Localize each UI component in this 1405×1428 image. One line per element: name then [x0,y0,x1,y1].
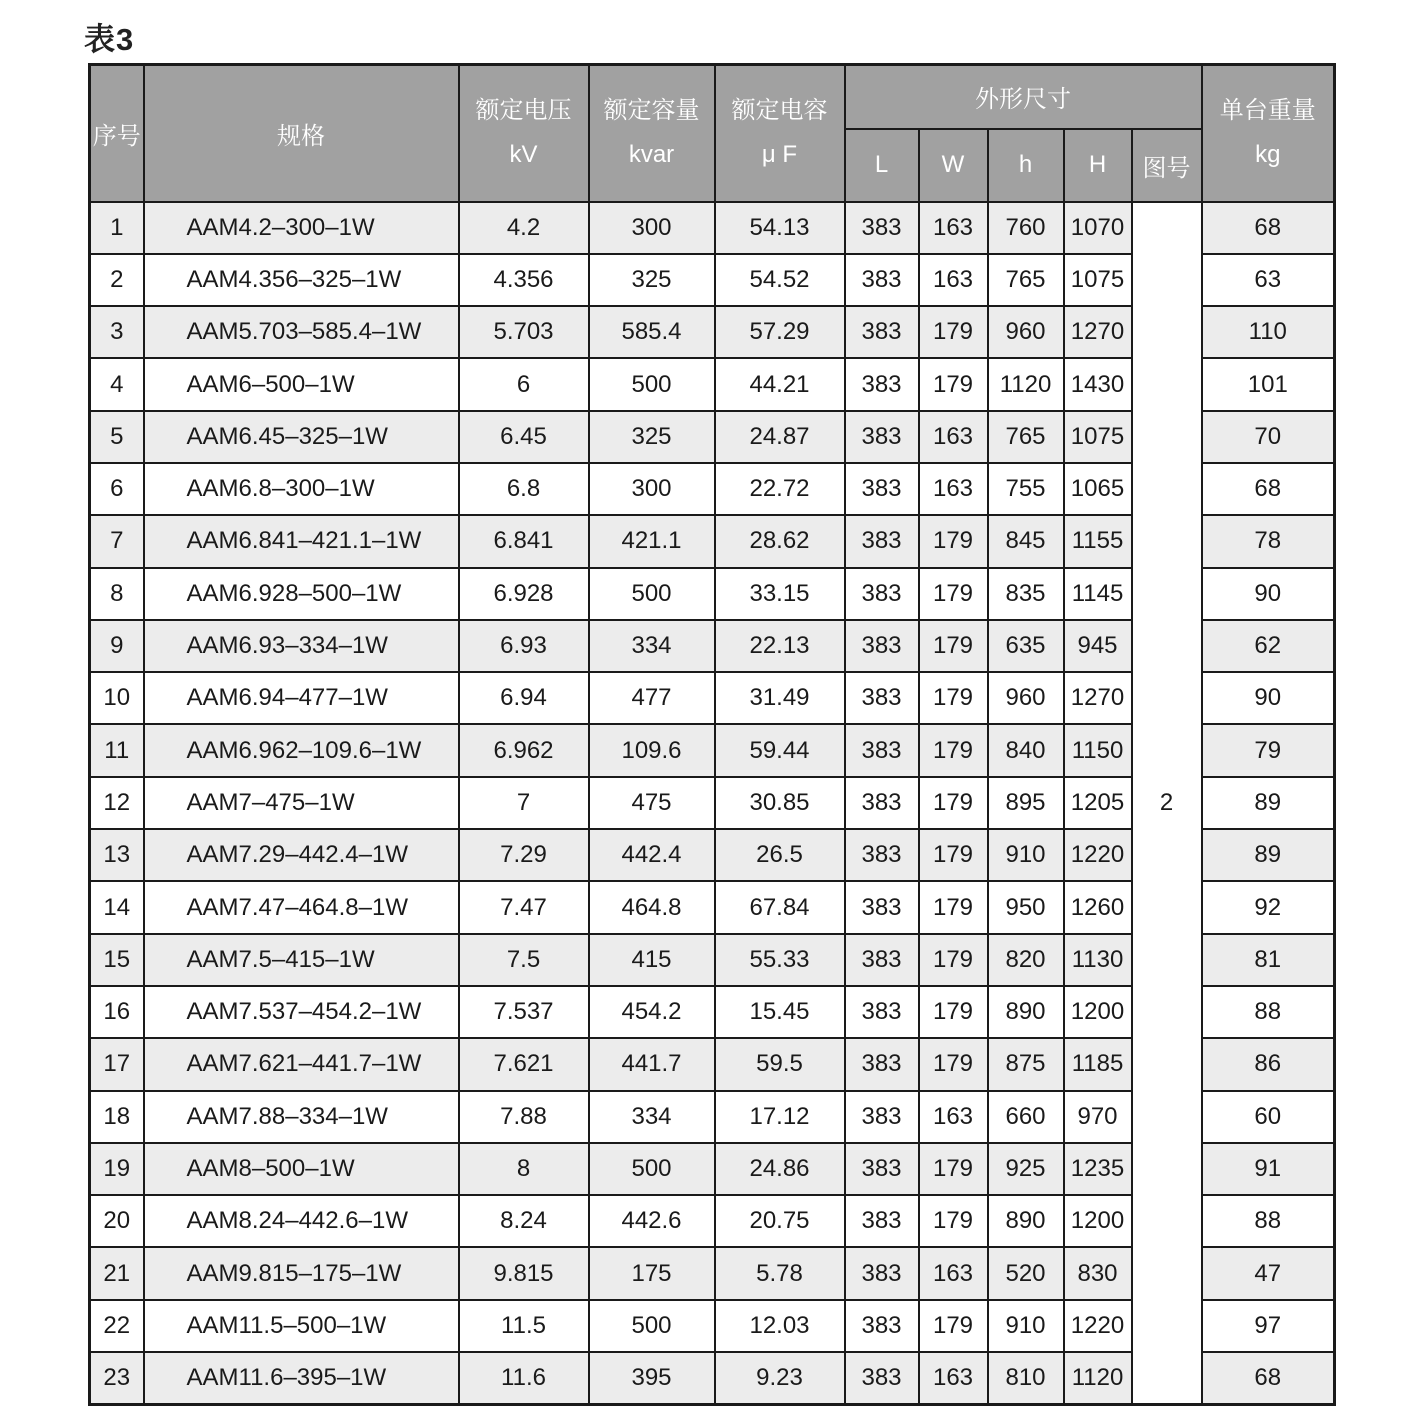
cell-capacity: 500 [589,358,715,410]
cell-seq: 7 [90,515,144,567]
cell-dim-h-small: 875 [988,1038,1064,1090]
cell-voltage: 4.356 [459,254,589,306]
cell-dim-h-big: 1200 [1064,986,1132,1038]
cell-dim-h-big: 1150 [1064,724,1132,776]
cell-dim-w: 179 [919,568,988,620]
cell-weight: 101 [1202,358,1335,410]
cell-capacitance: 24.87 [715,411,845,463]
cell-spec: AAM6.94–477–1W [144,672,459,724]
cell-seq: 16 [90,986,144,1038]
cell-dim-h-small: 895 [988,777,1064,829]
cell-dim-l: 383 [845,829,919,881]
cell-seq: 22 [90,1300,144,1352]
cell-weight: 81 [1202,934,1335,986]
cell-dim-w: 163 [919,202,988,254]
cell-dim-h-small: 635 [988,620,1064,672]
cell-dim-h-small: 950 [988,881,1064,933]
cell-dim-h-small: 810 [988,1352,1064,1404]
cell-seq: 4 [90,358,144,410]
cell-dim-l: 383 [845,934,919,986]
cell-capacitance: 9.23 [715,1352,845,1404]
cell-capacitance: 17.12 [715,1091,845,1143]
cell-capacity: 334 [589,620,715,672]
cell-weight: 110 [1202,306,1335,358]
cell-dim-w: 163 [919,463,988,515]
cell-seq: 17 [90,1038,144,1090]
cell-capacity: 500 [589,568,715,620]
cell-voltage: 6.962 [459,724,589,776]
cell-voltage: 7.5 [459,934,589,986]
cell-capacity: 175 [589,1247,715,1299]
cell-weight: 70 [1202,411,1335,463]
cell-voltage: 6.45 [459,411,589,463]
cell-spec: AAM7.47–464.8–1W [144,881,459,933]
cell-spec: AAM8–500–1W [144,1143,459,1195]
cell-weight: 63 [1202,254,1335,306]
cell-weight: 91 [1202,1143,1335,1195]
cell-seq: 2 [90,254,144,306]
cell-capacitance: 28.62 [715,515,845,567]
cell-voltage: 6.928 [459,568,589,620]
cell-dim-h-big: 1205 [1064,777,1132,829]
cell-dim-w: 179 [919,620,988,672]
cell-dim-w: 179 [919,829,988,881]
cell-dim-h-small: 840 [988,724,1064,776]
cell-spec: AAM7–475–1W [144,777,459,829]
cell-capacity: 464.8 [589,881,715,933]
header-capacity [589,65,715,202]
cell-capacitance: 44.21 [715,358,845,410]
cell-dim-w: 163 [919,254,988,306]
cell-dim-h-big: 945 [1064,620,1132,672]
cell-capacitance: 59.44 [715,724,845,776]
cell-voltage: 7.47 [459,881,589,933]
cell-capacitance: 24.86 [715,1143,845,1195]
cell-dim-h-small: 960 [988,306,1064,358]
cell-capacity: 325 [589,411,715,463]
cell-voltage: 6.94 [459,672,589,724]
cell-capacitance: 30.85 [715,777,845,829]
cell-dim-h-big: 970 [1064,1091,1132,1143]
cell-capacitance: 12.03 [715,1300,845,1352]
cell-capacity: 109.6 [589,724,715,776]
cell-spec: AAM7.537–454.2–1W [144,986,459,1038]
cell-capacity: 441.7 [589,1038,715,1090]
cell-dim-h-big: 1200 [1064,1195,1132,1247]
cell-voltage: 6.8 [459,463,589,515]
cell-capacity: 300 [589,202,715,254]
cell-seq: 6 [90,463,144,515]
cell-voltage: 11.5 [459,1300,589,1352]
cell-spec: AAM7.29–442.4–1W [144,829,459,881]
cell-spec: AAM7.88–334–1W [144,1091,459,1143]
cell-dim-h-big: 1155 [1064,515,1132,567]
cell-spec: AAM11.6–395–1W [144,1352,459,1404]
cell-dim-w: 179 [919,672,988,724]
cell-spec: AAM11.5–500–1W [144,1300,459,1352]
cell-dim-h-big: 1220 [1064,1300,1132,1352]
cell-capacitance: 57.29 [715,306,845,358]
cell-figure-number: 2 [1132,202,1202,1405]
cell-dim-w: 163 [919,1247,988,1299]
cell-spec: AAM6.841–421.1–1W [144,515,459,567]
cell-capacity: 395 [589,1352,715,1404]
cell-dim-l: 383 [845,1300,919,1352]
cell-dim-l: 383 [845,881,919,933]
cell-capacitance: 31.49 [715,672,845,724]
cell-seq: 15 [90,934,144,986]
cell-voltage: 7.621 [459,1038,589,1090]
cell-dim-w: 179 [919,1143,988,1195]
cell-capacitance: 55.33 [715,934,845,986]
cell-capacity: 475 [589,777,715,829]
cell-seq: 23 [90,1352,144,1404]
cell-weight: 86 [1202,1038,1335,1090]
cell-seq: 12 [90,777,144,829]
cell-weight: 89 [1202,829,1335,881]
header-weight-unit: kg [1255,141,1281,169]
cell-dim-h-big: 830 [1064,1247,1132,1299]
cell-capacitance: 22.13 [715,620,845,672]
cell-dim-l: 383 [845,620,919,672]
cell-spec: AAM6.962–109.6–1W [144,724,459,776]
cell-dim-l: 383 [845,254,919,306]
cell-dim-h-big: 1185 [1064,1038,1132,1090]
cell-seq: 13 [90,829,144,881]
cell-capacitance: 26.5 [715,829,845,881]
cell-seq: 1 [90,202,144,254]
cell-capacitance: 22.72 [715,463,845,515]
cell-dim-h-big: 1120 [1064,1352,1132,1404]
cell-dim-h-big: 1075 [1064,411,1132,463]
header-row-top [90,65,1335,129]
cell-dim-h-small: 1120 [988,358,1064,410]
cell-dim-h-big: 1220 [1064,829,1132,881]
cell-seq: 3 [90,306,144,358]
cell-dim-l: 383 [845,672,919,724]
cell-seq: 14 [90,881,144,933]
cell-seq: 21 [90,1247,144,1299]
cell-dim-w: 163 [919,1352,988,1404]
cell-weight: 68 [1202,463,1335,515]
cell-dim-h-small: 820 [988,934,1064,986]
cell-dim-l: 383 [845,1247,919,1299]
cell-weight: 78 [1202,515,1335,567]
cell-capacity: 477 [589,672,715,724]
header-dim-l: L [845,129,919,202]
header-dim-h-big: H [1064,129,1132,202]
cell-dim-h-small: 755 [988,463,1064,515]
cell-dim-h-big: 1075 [1064,254,1132,306]
cell-dim-l: 383 [845,411,919,463]
cell-seq: 5 [90,411,144,463]
cell-seq: 10 [90,672,144,724]
cell-spec: AAM7.5–415–1W [144,934,459,986]
cell-seq: 9 [90,620,144,672]
cell-dim-h-small: 890 [988,1195,1064,1247]
cell-dim-w: 179 [919,306,988,358]
header-spec: 规格 [144,65,459,202]
cell-weight: 97 [1202,1300,1335,1352]
header-figure: 图号 [1132,129,1202,202]
cell-capacitance: 33.15 [715,568,845,620]
cell-dim-l: 383 [845,202,919,254]
cell-dim-h-small: 910 [988,829,1064,881]
header-capacitance-label: 额定电容 [731,97,828,125]
table-row [90,202,1335,254]
cell-voltage: 7 [459,777,589,829]
cell-weight: 90 [1202,672,1335,724]
cell-dim-l: 383 [845,306,919,358]
cell-spec: AAM4.2–300–1W [144,202,459,254]
cell-dim-w: 163 [919,411,988,463]
cell-weight: 89 [1202,777,1335,829]
cell-dim-w: 179 [919,1300,988,1352]
cell-weight: 62 [1202,620,1335,672]
header-capacitance [715,65,845,202]
header-dimensions-group: 外形尺寸 [845,65,1202,129]
cell-dim-h-big: 1145 [1064,568,1132,620]
cell-spec: AAM9.815–175–1W [144,1247,459,1299]
cell-weight: 88 [1202,1195,1335,1247]
cell-voltage: 9.815 [459,1247,589,1299]
cell-capacity: 454.2 [589,986,715,1038]
cell-dim-w: 179 [919,515,988,567]
header-dim-h-small: h [988,129,1064,202]
header-capacity-unit: kvar [628,141,675,169]
cell-dim-h-big: 1065 [1064,463,1132,515]
cell-capacity: 500 [589,1300,715,1352]
cell-dim-h-small: 910 [988,1300,1064,1352]
cell-voltage: 8 [459,1143,589,1195]
cell-weight: 90 [1202,568,1335,620]
cell-voltage: 4.2 [459,202,589,254]
cell-capacity: 421.1 [589,515,715,567]
cell-dim-h-small: 835 [988,568,1064,620]
cell-weight: 88 [1202,986,1335,1038]
cell-weight: 68 [1202,202,1335,254]
cell-dim-h-big: 1430 [1064,358,1132,410]
cell-dim-h-big: 1270 [1064,306,1132,358]
page-title: 表3 [84,22,135,57]
cell-dim-w: 179 [919,1038,988,1090]
cell-capacity: 334 [589,1091,715,1143]
cell-dim-l: 383 [845,358,919,410]
cell-spec: AAM7.621–441.7–1W [144,1038,459,1090]
cell-voltage: 8.24 [459,1195,589,1247]
cell-dim-l: 383 [845,1091,919,1143]
cell-capacity: 325 [589,254,715,306]
cell-dim-l: 383 [845,515,919,567]
cell-capacitance: 54.52 [715,254,845,306]
cell-spec: AAM6.45–325–1W [144,411,459,463]
cell-weight: 79 [1202,724,1335,776]
cell-capacity: 415 [589,934,715,986]
cell-voltage: 7.88 [459,1091,589,1143]
cell-capacitance: 15.45 [715,986,845,1038]
cell-spec: AAM6–500–1W [144,358,459,410]
cell-voltage: 11.6 [459,1352,589,1404]
cell-dim-w: 179 [919,777,988,829]
cell-weight: 60 [1202,1091,1335,1143]
cell-dim-h-small: 660 [988,1091,1064,1143]
cell-dim-h-big: 1270 [1064,672,1132,724]
cell-dim-l: 383 [845,1352,919,1404]
cell-dim-l: 383 [845,724,919,776]
cell-weight: 47 [1202,1247,1335,1299]
cell-capacitance: 59.5 [715,1038,845,1090]
cell-dim-w: 163 [919,1091,988,1143]
cell-seq: 20 [90,1195,144,1247]
header-dim-w: W [919,129,988,202]
header-weight [1202,65,1335,202]
cell-dim-h-small: 925 [988,1143,1064,1195]
cell-capacitance: 20.75 [715,1195,845,1247]
table-body [90,202,1335,1405]
cell-dim-w: 179 [919,724,988,776]
cell-dim-h-big: 1070 [1064,202,1132,254]
cell-dim-l: 383 [845,986,919,1038]
cell-spec: AAM5.703–585.4–1W [144,306,459,358]
cell-dim-l: 383 [845,1195,919,1247]
spec-table [88,63,1336,1406]
cell-seq: 19 [90,1143,144,1195]
cell-spec: AAM6.8–300–1W [144,463,459,515]
cell-dim-h-small: 765 [988,411,1064,463]
cell-capacitance: 5.78 [715,1247,845,1299]
cell-voltage: 5.703 [459,306,589,358]
cell-dim-l: 383 [845,568,919,620]
cell-spec: AAM4.356–325–1W [144,254,459,306]
cell-capacity: 442.4 [589,829,715,881]
cell-dim-h-small: 890 [988,986,1064,1038]
cell-dim-l: 383 [845,463,919,515]
cell-capacitance: 54.13 [715,202,845,254]
cell-dim-w: 179 [919,881,988,933]
cell-voltage: 6 [459,358,589,410]
cell-capacity: 442.6 [589,1195,715,1247]
header-capacity-label: 额定容量 [603,97,700,125]
cell-dim-l: 383 [845,1143,919,1195]
cell-dim-h-big: 1130 [1064,934,1132,986]
cell-spec: AAM8.24–442.6–1W [144,1195,459,1247]
cell-voltage: 6.841 [459,515,589,567]
cell-dim-w: 179 [919,934,988,986]
cell-dim-h-small: 765 [988,254,1064,306]
cell-dim-w: 179 [919,986,988,1038]
cell-dim-w: 179 [919,1195,988,1247]
cell-dim-h-small: 520 [988,1247,1064,1299]
header-capacitance-unit: μ F [761,141,798,169]
cell-voltage: 7.537 [459,986,589,1038]
cell-capacitance: 67.84 [715,881,845,933]
cell-capacity: 300 [589,463,715,515]
cell-dim-h-big: 1260 [1064,881,1132,933]
cell-capacity: 500 [589,1143,715,1195]
cell-weight: 92 [1202,881,1335,933]
header-seq: 序号 [90,65,144,202]
header-voltage-unit: kV [509,141,538,169]
cell-spec: AAM6.928–500–1W [144,568,459,620]
cell-seq: 8 [90,568,144,620]
header-voltage [459,65,589,202]
cell-dim-h-small: 845 [988,515,1064,567]
header-weight-label: 单台重量 [1219,97,1316,125]
cell-dim-h-small: 960 [988,672,1064,724]
cell-spec: AAM6.93–334–1W [144,620,459,672]
cell-capacity: 585.4 [589,306,715,358]
cell-dim-h-big: 1235 [1064,1143,1132,1195]
cell-weight: 68 [1202,1352,1335,1404]
cell-dim-w: 179 [919,358,988,410]
cell-voltage: 7.29 [459,829,589,881]
cell-dim-h-small: 760 [988,202,1064,254]
cell-seq: 18 [90,1091,144,1143]
cell-voltage: 6.93 [459,620,589,672]
cell-dim-l: 383 [845,777,919,829]
cell-dim-l: 383 [845,1038,919,1090]
header-voltage-label: 额定电压 [475,97,572,125]
cell-seq: 11 [90,724,144,776]
